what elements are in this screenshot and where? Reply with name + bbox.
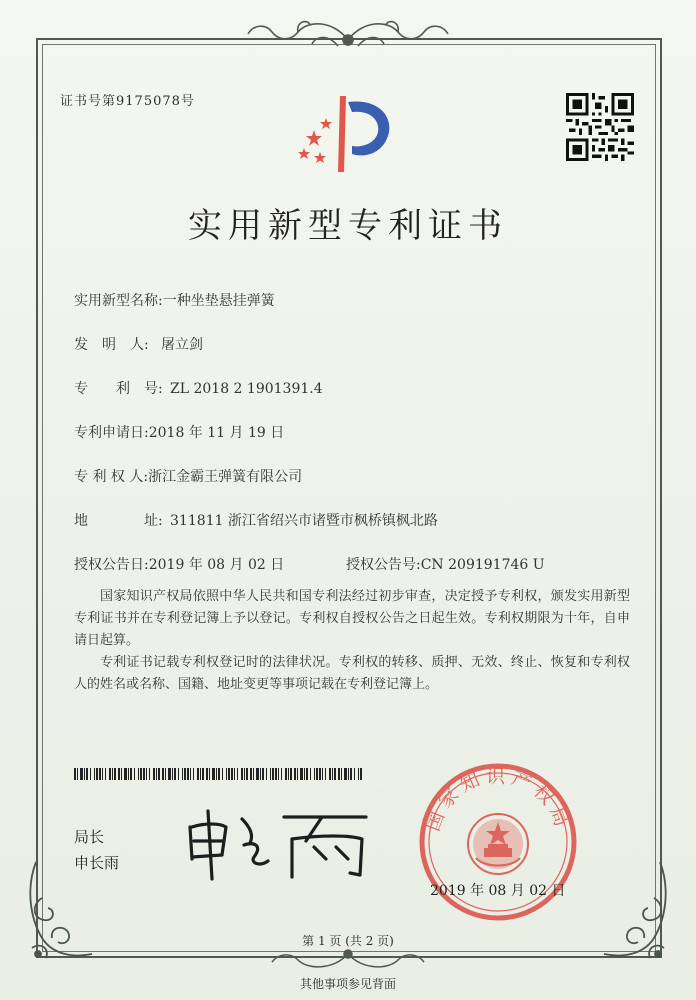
field-value: 311811 浙江省绍兴市诸暨市枫桥镇枫北路 xyxy=(170,513,438,529)
corner-ornament-icon xyxy=(22,858,102,968)
seal-text: 国家知识产权局 xyxy=(421,765,575,835)
field-value: 2018 年 11 月 19 日 xyxy=(148,425,285,441)
field-grant-date xyxy=(74,554,284,574)
page-number: 第 1 页 (共 2 页) xyxy=(302,934,394,948)
field-label: 地 址: xyxy=(74,513,163,529)
field-label: 授权公告日: xyxy=(74,557,149,573)
field-value: 一种坐垫悬挂弹簧 xyxy=(162,293,275,309)
bottom-ornament-icon xyxy=(238,946,458,976)
field-value: 2019 年 08 月 02 日 xyxy=(148,557,285,573)
corner-ornament-icon xyxy=(594,858,674,968)
field-patentee xyxy=(74,466,302,486)
legal-status-statement: 专利证书记载专利权登记时的法律状况。专利权的转移、质押、无效、终止、恢复和专利权人的姓名或名称、国籍、地址变更等事项记载在专利登记簿上。 xyxy=(74,655,630,692)
field-label: 专 利 权 人: xyxy=(74,469,149,485)
field-patent-number xyxy=(74,378,323,398)
barcode-icon xyxy=(74,768,364,780)
field-label: 发 明 人: xyxy=(74,337,149,353)
field-value: 浙江金霸王弹簧有限公司 xyxy=(148,469,303,485)
director-signature xyxy=(180,805,370,885)
grant-statement: 国家知识产权局依照中华人民共和国专利法经过初步审查，决定授予专利权，颁发实用新型专利证书并在专利登记簿上予以登记。专利权自授权公告之日起生效。专利权期限为十年，自申请日起算。 xyxy=(74,589,630,648)
national-emblem-icon xyxy=(468,814,528,874)
top-ornament-icon xyxy=(238,10,458,54)
field-label: 专利申请日: xyxy=(74,425,149,441)
field-label: 授权公告号: xyxy=(346,557,421,573)
field-inventor xyxy=(74,334,203,354)
footer-note: 其他事项参见背面 xyxy=(299,977,396,991)
field-label: 专 利 号: xyxy=(74,381,163,397)
field-filing-date xyxy=(74,422,284,442)
field-value: ZL 2018 2 1901391.4 xyxy=(170,381,323,397)
certificate-title: 实用新型专利证书 xyxy=(188,206,508,246)
certificate-number: 证书号第9175078号 xyxy=(60,94,195,109)
director-name: 申长雨 xyxy=(74,854,120,872)
field-grant-number xyxy=(346,554,545,574)
qr-code-icon xyxy=(566,93,634,161)
field-label: 实用新型名称: xyxy=(74,293,163,309)
field-value: CN 209191746 U xyxy=(420,557,545,573)
cnipa-logo-icon xyxy=(290,92,410,176)
field-address xyxy=(74,510,438,530)
field-utility-model-name xyxy=(74,290,275,310)
director-title: 局长 xyxy=(74,828,105,846)
field-value: 屠立剑 xyxy=(161,337,203,353)
seal-date: 2019 年 08 月 02 日 xyxy=(430,883,566,899)
